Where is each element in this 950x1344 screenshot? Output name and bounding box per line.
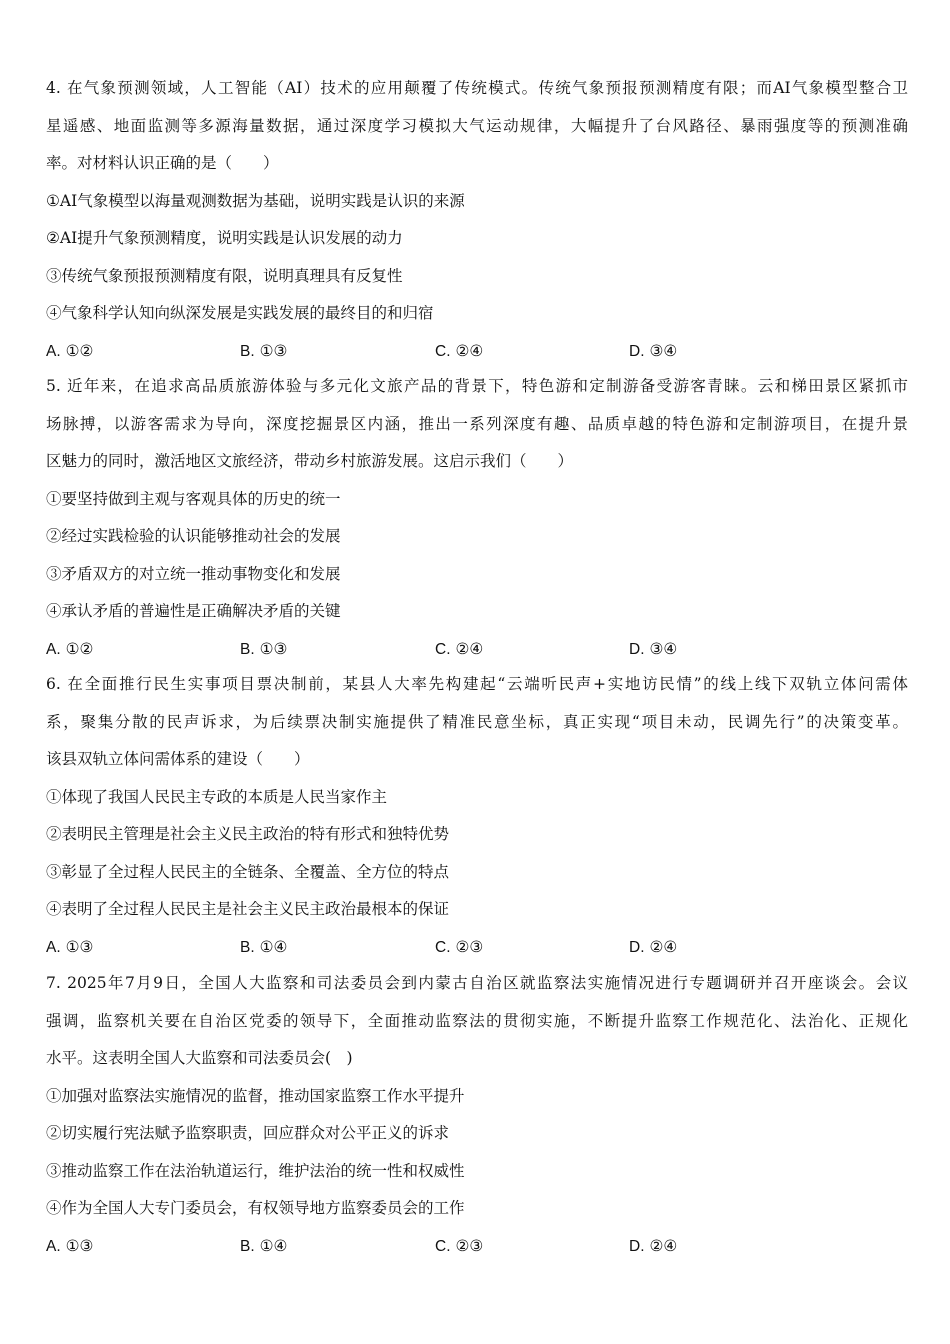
statement-2: ②经过实践检验的认识能够推动社会的发展 xyxy=(46,527,341,545)
option-a xyxy=(46,929,93,967)
option-text: ②④ xyxy=(455,639,484,658)
option-letter: D. xyxy=(629,938,645,956)
option-c xyxy=(435,631,483,669)
option-letter: C. xyxy=(435,938,451,956)
option-letter: A. xyxy=(46,1237,61,1255)
statement-1: ①加强对监察法实施情况的监督，推动国家监察工作水平提升 xyxy=(46,1086,465,1105)
statement-1: ①要坚持做到主观与客观具体的历史的统一 xyxy=(46,489,341,508)
stem-line: 6. 在全面推行民生实事项目票决制前，某县人大率先构建起“云端听民声+实地访民情”的线上线下双轨立体问需体 xyxy=(46,675,908,693)
statement-2: ②表明民主管理是社会主义民主政治的特有形式和独特优势 xyxy=(46,825,450,843)
question-stem xyxy=(46,965,908,1078)
answer-options xyxy=(46,631,908,669)
statement-3: ③彰显了全过程人民民主的全链条、全覆盖、全方位的特点 xyxy=(46,862,450,881)
question-stem xyxy=(46,666,908,779)
option-d xyxy=(629,631,677,669)
option-letter: A. xyxy=(46,938,61,956)
option-text: ③④ xyxy=(649,639,678,658)
option-d xyxy=(629,1228,677,1266)
option-text: ②④ xyxy=(649,937,678,956)
option-c xyxy=(435,929,483,967)
option-letter: D. xyxy=(629,342,645,360)
option-b xyxy=(240,333,287,371)
option-text: ①② xyxy=(65,639,94,658)
statement-4: ④表明了全过程人民民主是社会主义民主政治最根本的保证 xyxy=(46,900,450,918)
stem-line: 7. 2025年7月9日，全国人大监察和司法委员会到内蒙古自治区就监察法实施情况进行专题调研并召开座谈会。会议 xyxy=(46,974,908,992)
question-7 xyxy=(46,965,908,1265)
stem-line: 区魅力的同时，激活地区文旅经济，带动乡村旅游发展。这启示我们（ ） xyxy=(46,452,574,470)
statement-1: ①AI气象模型以海量观测数据为基础，说明实践是认识的来源 xyxy=(46,191,465,210)
answer-options xyxy=(46,333,908,371)
option-text: ①③ xyxy=(259,341,288,360)
statement-3: ③矛盾双方的对立统一推动事物变化和发展 xyxy=(46,564,341,583)
question-stem xyxy=(46,70,908,183)
option-text: ③④ xyxy=(649,341,678,360)
stem-line: 4. 在气象预测领域，人工智能（AI）技术的应用颠覆了传统模式。传统气象预报预测精度有限；而AI气象模型整合卫 xyxy=(46,79,908,97)
statement-3: ③传统气象预报预测精度有限，说明真理具有反复性 xyxy=(46,266,403,285)
option-a xyxy=(46,333,93,371)
option-text: ②④ xyxy=(455,341,484,360)
option-letter: D. xyxy=(629,640,645,658)
option-letter: B. xyxy=(240,640,255,658)
statement-2: ②AI提升气象预测精度，说明实践是认识发展的动力 xyxy=(46,229,403,247)
option-text: ②③ xyxy=(455,1236,484,1255)
stem-line: 强调，监察机关要在自治区党委的领导下，全面推动监察法的贯彻实施，不断提升监察工作规范化、法治化、正规化 xyxy=(46,1011,908,1030)
stem-line: 5. 近年来，在追求高品质旅游体验与多元化文旅产品的背景下，特色游和定制游备受游客青睐。云和梯田景区紧抓市 xyxy=(46,377,908,395)
option-letter: C. xyxy=(435,1237,451,1255)
option-a xyxy=(46,631,93,669)
statement-3: ③推动监察工作在法治轨道运行，维护法治的统一性和权威性 xyxy=(46,1161,465,1180)
option-letter: D. xyxy=(629,1237,645,1255)
option-c xyxy=(435,333,483,371)
answer-options xyxy=(46,1228,908,1266)
option-b xyxy=(240,929,287,967)
option-text: ①③ xyxy=(259,639,288,658)
option-d xyxy=(629,929,677,967)
option-b xyxy=(240,1228,287,1266)
option-letter: A. xyxy=(46,640,61,658)
stem-line: 水平。这表明全国人大监察和司法委员会( ) xyxy=(46,1049,353,1067)
stem-line: 系，聚集分散的民声诉求，为后续票决制实施提供了精准民意坐标，真正实现“项目未动，民调先行”的决策变革。 xyxy=(46,712,908,731)
stem-line: 率。对材料认识正确的是（ ） xyxy=(46,154,279,172)
option-letter: B. xyxy=(240,1237,255,1255)
option-text: ②③ xyxy=(455,937,484,956)
option-letter: A. xyxy=(46,342,61,360)
statement-1: ①体现了我国人民民主专政的本质是人民当家作主 xyxy=(46,787,388,806)
statement-4: ④承认矛盾的普遍性是正确解决矛盾的关键 xyxy=(46,602,341,620)
option-b xyxy=(240,631,287,669)
stem-line: 星遥感、地面监测等多源海量数据，通过深度学习模拟大气运动规律，大幅提升了台风路径、暴雨强度等的预测准确 xyxy=(46,116,908,135)
statement-4: ④气象科学认知向纵深发展是实践发展的最终目的和归宿 xyxy=(46,304,434,322)
answer-options xyxy=(46,929,908,967)
option-text: ①④ xyxy=(259,937,288,956)
option-text: ②④ xyxy=(649,1236,678,1255)
question-4 xyxy=(46,70,908,370)
stem-line: 场脉搏，以游客需求为导向，深度挖掘景区内涵，推出一系列深度有趣、品质卓越的特色游和定制游项目，在提升景 xyxy=(46,414,908,433)
question-stem xyxy=(46,368,908,481)
option-letter: C. xyxy=(435,342,451,360)
option-text: ①④ xyxy=(259,1236,288,1255)
option-c xyxy=(435,1228,483,1266)
option-letter: B. xyxy=(240,938,255,956)
stem-line: 该县双轨立体问需体系的建设（ ） xyxy=(46,750,310,768)
option-letter: B. xyxy=(240,342,255,360)
option-a xyxy=(46,1228,93,1266)
question-6 xyxy=(46,666,908,966)
option-letter: C. xyxy=(435,640,451,658)
statement-4: ④作为全国人大专门委员会，有权领导地方监察委员会的工作 xyxy=(46,1199,465,1217)
option-text: ①③ xyxy=(65,937,94,956)
option-text: ①② xyxy=(65,341,94,360)
option-d xyxy=(629,333,677,371)
question-5 xyxy=(46,368,908,668)
statement-2: ②切实履行宪法赋予监察职责，回应群众对公平正义的诉求 xyxy=(46,1124,450,1142)
option-text: ①③ xyxy=(65,1236,94,1255)
